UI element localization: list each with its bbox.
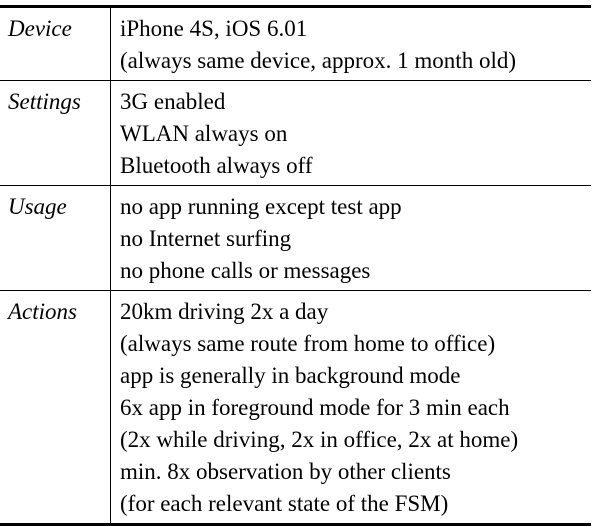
- value-line: (always same route from home to office): [120, 331, 496, 356]
- row-values-device: [111, 7, 592, 81]
- value-line: (for each relevant state of the FSM): [120, 491, 449, 516]
- value-line: iPhone 4S, iOS 6.01: [120, 16, 308, 41]
- value-line: Bluetooth always off: [120, 153, 313, 178]
- table-row-device: [0, 7, 591, 81]
- value-line: (always same device, approx. 1 month old): [120, 48, 516, 73]
- value-line: (2x while driving, 2x in office, 2x at home): [120, 427, 519, 452]
- row-label-settings: Settings: [0, 81, 111, 186]
- table-row-settings: [0, 81, 591, 186]
- value-line: no phone calls or messages: [120, 258, 371, 283]
- row-label-actions: Actions: [0, 291, 111, 525]
- row-label-usage: Usage: [0, 186, 111, 291]
- row-values-usage: [111, 186, 592, 291]
- table-row-usage: [0, 186, 591, 291]
- value-line: no app running except test app: [120, 194, 402, 219]
- test-conditions-table: [0, 5, 591, 526]
- row-label-device: Device: [0, 7, 111, 81]
- row-values-actions: [111, 291, 592, 525]
- value-line: 20km driving 2x a day: [120, 299, 329, 324]
- row-values-settings: [111, 81, 592, 186]
- value-line: 6x app in foreground mode for 3 min each: [120, 395, 510, 420]
- value-line: min. 8x observation by other clients: [120, 459, 451, 484]
- value-line: app is generally in background mode: [120, 363, 461, 388]
- value-line: WLAN always on: [120, 121, 288, 146]
- table-row-actions: [0, 291, 591, 525]
- value-line: 3G enabled: [120, 89, 226, 114]
- value-line: no Internet surfing: [120, 226, 292, 251]
